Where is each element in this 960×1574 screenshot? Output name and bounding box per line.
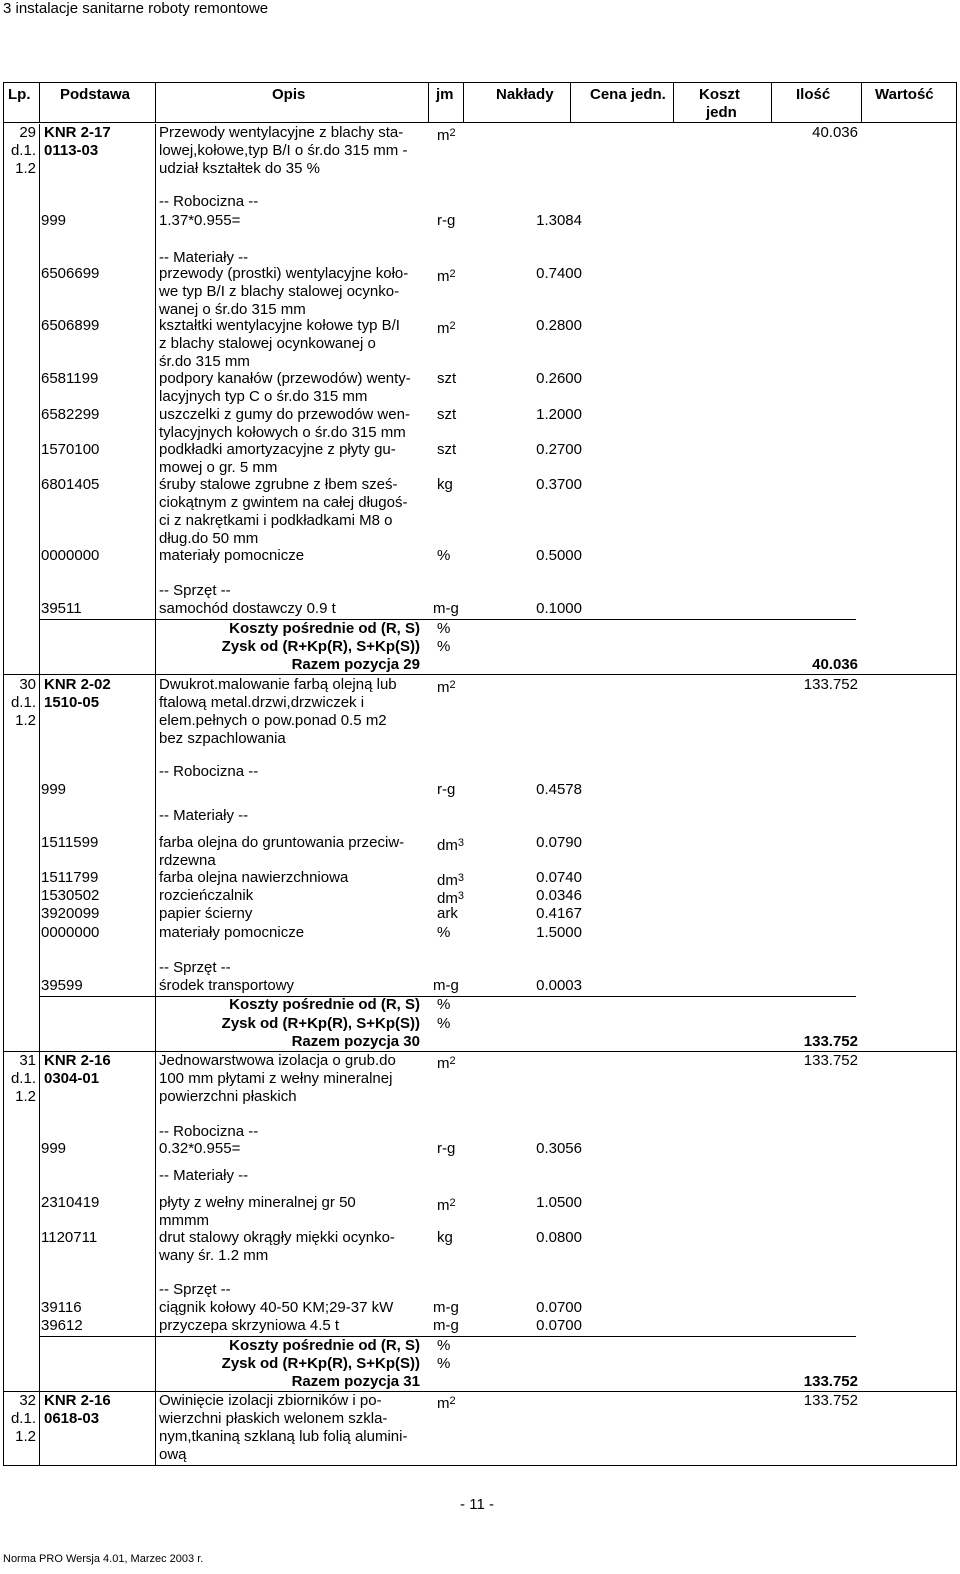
material-description: papier ścierny	[159, 905, 253, 922]
material-value: 1.0500	[536, 1194, 582, 1211]
material-code: 0000000	[41, 924, 100, 941]
header-divider	[463, 82, 464, 122]
profit-label: Zysk od (R+Kp(R), S+Kp(S))	[221, 1015, 420, 1032]
item-quantity: 133.752	[803, 1052, 858, 1069]
header-divider	[155, 82, 156, 122]
item-description: ftalową metal.drzwi,drzwiczek i	[159, 694, 365, 711]
column-header-koszt: Koszt	[699, 86, 740, 103]
material-description: rdzewna	[159, 852, 216, 869]
material-unit: kg	[437, 476, 453, 493]
material-value: 0.3700	[536, 476, 582, 493]
material-code: 6506699	[41, 265, 100, 282]
item-podstawa: 0304-01	[44, 1070, 100, 1087]
column-header-jm: jm	[436, 86, 454, 103]
equipment-unit: m-g	[433, 1299, 459, 1316]
item-lp: 31	[19, 1052, 36, 1069]
material-description: dług.do 50 mm	[159, 530, 259, 547]
page-number: - 11 -	[460, 1496, 494, 1513]
equipment-value: 0.0003	[536, 977, 582, 994]
material-description: materiały pomocnicze	[159, 924, 305, 941]
column-header-podstawa: Podstawa	[60, 86, 131, 103]
equipment-description: środek transportowy	[159, 977, 295, 994]
labor-unit: r-g	[437, 212, 456, 229]
profit-percent: %	[437, 638, 451, 655]
material-unit: $dm^3$	[437, 837, 464, 854]
material-unit: szt	[437, 406, 457, 423]
equipment-code: 39599	[41, 977, 83, 994]
position-total-label: Razem pozycja 29	[291, 656, 420, 673]
material-code: 1120711	[41, 1229, 98, 1246]
header-divider	[428, 82, 429, 122]
item-description: elem.pełnych o pow.ponad 0.5 m2	[159, 712, 387, 729]
item-lp: d.1.	[10, 1410, 36, 1427]
item-lp: 32	[19, 1392, 36, 1409]
item-description: Przewody wentylacyjne z blachy sta-	[159, 124, 404, 141]
item-podstawa: KNR 2-16	[44, 1392, 111, 1409]
position-total-quantity: 133.752	[803, 1033, 858, 1050]
material-description: kształtki wentylacyjne kołowe typ B/I	[159, 317, 400, 334]
material-description: tylacyjnych kołowych o śr.do 315 mm	[159, 424, 406, 441]
material-code: 1511799	[41, 869, 99, 886]
profit-label: Zysk od (R+Kp(R), S+Kp(S))	[221, 638, 420, 655]
labor-value: 0.3056	[536, 1140, 582, 1157]
header-divider	[39, 82, 40, 122]
materials-section-header: -- Materiały --	[159, 807, 249, 824]
material-code: 0000000	[41, 547, 100, 564]
material-value: 0.4167	[536, 905, 582, 922]
item-description: bez szpachlowania	[159, 730, 286, 747]
item-description: lowej,kołowe,typ B/I o śr.do 315 mm -	[159, 142, 408, 159]
equipment-section-header: -- Sprzęt --	[159, 582, 231, 599]
material-value: 0.0346	[536, 887, 582, 904]
labor-formula: 1.37*0.955=	[159, 212, 241, 229]
equipment-code: 39612	[41, 1317, 83, 1334]
item-description: Jednowarstwowa izolacja o grub.do	[159, 1052, 396, 1069]
equipment-description: przyczepa skrzyniowa 4.5 t	[159, 1317, 340, 1334]
table-header-top	[3, 82, 956, 83]
overhead-percent: %	[437, 996, 451, 1013]
column-header-naklady: Nakłady	[496, 86, 554, 103]
equipment-section-header: -- Sprzęt --	[159, 1281, 231, 1298]
material-value: 0.5000	[536, 547, 582, 564]
equipment-unit: m-g	[433, 1317, 459, 1334]
equipment-description: ciągnik kołowy 40-50 KM;29-37 kW	[159, 1299, 394, 1316]
material-description: wany śr. 1.2 mm	[159, 1247, 269, 1264]
overhead-label: Koszty pośrednie od (R, S)	[229, 996, 420, 1013]
material-value: 1.2000	[536, 406, 582, 423]
equipment-code: 39511	[41, 600, 82, 617]
material-description: śruby stalowe zgrubne z łbem sześ-	[159, 476, 398, 493]
item-podstawa: 1510-05	[44, 694, 100, 711]
item-unit: $m^2$	[437, 1395, 456, 1412]
table-left-border	[3, 82, 4, 1466]
column-header-opis: Opis	[272, 86, 306, 103]
labor-section-header: -- Robocizna --	[159, 1123, 259, 1140]
item-description: Dwukrot.malowanie farbą olejną lub	[159, 676, 397, 693]
table-header-bottom	[3, 122, 956, 123]
material-code: 6582299	[41, 406, 100, 423]
header-divider	[861, 82, 862, 122]
material-code: 3920099	[41, 905, 100, 922]
item-lp: 29	[19, 124, 36, 141]
equipment-unit: m-g	[433, 600, 459, 617]
material-value: 0.0800	[536, 1229, 582, 1246]
labor-unit: r-g	[437, 1140, 456, 1157]
material-unit: ark	[437, 905, 458, 922]
materials-section-header: -- Materiały --	[159, 249, 249, 266]
item-unit: $m^2$	[437, 127, 456, 144]
labor-code: 999	[41, 212, 67, 229]
labor-value: 1.3084	[536, 212, 582, 229]
material-code: 6581199	[41, 370, 99, 387]
material-code: 2310419	[41, 1194, 100, 1211]
equipment-value: 0.0700	[536, 1317, 582, 1334]
material-value: 1.5000	[536, 924, 582, 941]
equipment-section-header: -- Sprzęt --	[159, 959, 231, 976]
material-description: uszczelki z gumy do przewodów wen-	[159, 406, 410, 423]
equipment-value: 0.1000	[536, 600, 582, 617]
material-unit: $dm^3$	[437, 890, 464, 907]
material-description: rozcieńczalnik	[159, 887, 254, 904]
column-divider-podstawa	[155, 124, 156, 1466]
materials-section-header: -- Materiały --	[159, 1167, 249, 1184]
labor-section-header: -- Robocizna --	[159, 763, 259, 780]
software-footer: Norma PRO Wersja 4.01, Marzec 2003 r.	[3, 1553, 204, 1565]
item-description: ową	[159, 1446, 187, 1463]
material-description: wanej o śr.do 315 mm	[159, 301, 306, 318]
material-unit: szt	[437, 370, 457, 387]
overhead-label: Koszty pośrednie od (R, S)	[229, 620, 420, 637]
item-quantity: 133.752	[803, 1392, 858, 1409]
header-divider	[570, 82, 571, 122]
material-description: płyty z wełny mineralnej gr 50	[159, 1194, 356, 1211]
material-value: 0.2800	[536, 317, 582, 334]
item-podstawa: KNR 2-02	[44, 676, 111, 693]
header-divider	[673, 82, 674, 122]
item-lp: d.1.	[10, 694, 36, 711]
position-total-label: Razem pozycja 31	[291, 1373, 420, 1390]
labor-section-header: -- Robocizna --	[159, 193, 259, 210]
material-description: podkładki amortyzacyjne z płyty gu-	[159, 441, 396, 458]
material-value: 0.2600	[536, 370, 582, 387]
material-value: 0.2700	[536, 441, 582, 458]
item-lp: d.1.	[10, 1070, 36, 1087]
equipment-value: 0.0700	[536, 1299, 582, 1316]
overhead-percent: %	[437, 620, 451, 637]
material-description: mowej o gr. 5 mm	[159, 459, 278, 476]
material-description: podpory kanałów (przewodów) wenty-	[159, 370, 411, 387]
item-podstawa: 0113-03	[44, 142, 99, 159]
material-description: z blachy stalowej ocynkowanej o	[159, 335, 376, 352]
item-lp: 1.2	[15, 1088, 36, 1105]
column-header-wartosc: Wartość	[875, 86, 934, 103]
material-unit: $m^2$	[437, 1197, 456, 1214]
material-description: materiały pomocnicze	[159, 547, 305, 564]
labor-code: 999	[41, 781, 67, 798]
table-right-border	[956, 82, 957, 1466]
item-description: powierzchni płaskich	[159, 1088, 297, 1105]
item-quantity: 133.752	[803, 676, 858, 693]
item-description: udział kształtek do 35 %	[159, 160, 320, 177]
column-header-cena: Cena jedn.	[590, 86, 666, 103]
equipment-unit: m-g	[433, 977, 459, 994]
item-description: wierzchni płaskich welonem szkla-	[159, 1410, 388, 1427]
material-value: 0.0740	[536, 869, 582, 886]
material-unit: %	[437, 547, 451, 564]
material-code: 1530502	[41, 887, 100, 904]
item-unit: $m^2$	[437, 1055, 456, 1072]
profit-percent: %	[437, 1015, 451, 1032]
material-description: mmmm	[159, 1212, 209, 1229]
material-unit: szt	[437, 441, 457, 458]
material-description: śr.do 315 mm	[159, 353, 250, 370]
column-divider-lp	[39, 124, 40, 1466]
equipment-description: samochód dostawczy 0.9 t	[159, 600, 336, 617]
material-description: przewody (prostki) wentylacyjne koło-	[159, 265, 409, 282]
header-divider	[771, 82, 772, 122]
item-podstawa: KNR 2-16	[44, 1052, 111, 1069]
column-header-jedn: jedn	[706, 104, 737, 121]
material-unit: $m^2$	[437, 320, 456, 337]
material-description: ci z nakrętkami i podkładkami M8 o	[159, 512, 393, 529]
material-unit: kg	[437, 1229, 453, 1246]
material-description: ciokątnym z gwintem na całej długoś-	[159, 494, 408, 511]
labor-unit: r-g	[437, 781, 456, 798]
material-code: 6801405	[41, 476, 100, 493]
material-unit: $dm^3$	[437, 872, 464, 889]
material-description: farba olejna nawierzchniowa	[159, 869, 349, 886]
item-lp: 1.2	[15, 712, 36, 729]
material-description: farba olejna do gruntowania przeciw-	[159, 834, 405, 851]
material-value: 0.7400	[536, 265, 582, 282]
item-lp: 1.2	[15, 160, 36, 177]
labor-value: 0.4578	[536, 781, 582, 798]
labor-code: 999	[41, 1140, 67, 1157]
item-description: Owinięcie izolacji zbiorników i po-	[159, 1392, 382, 1409]
material-code: 6506899	[41, 317, 100, 334]
material-description: we typ B/I z blachy stalowej ocynko-	[159, 283, 400, 300]
overhead-label: Koszty pośrednie od (R, S)	[229, 1337, 420, 1354]
material-description: drut stalowy okrągły miękki ocynko-	[159, 1229, 395, 1246]
material-code: 1570100	[41, 441, 100, 458]
item-quantity: 40.036	[812, 124, 858, 141]
item-podstawa: 0618-03	[44, 1410, 100, 1427]
position-total-quantity: 40.036	[812, 656, 858, 673]
table-bottom-border	[3, 1465, 956, 1466]
item-lp: 30	[19, 676, 36, 693]
item-description: 100 mm płytami z wełny mineralnej	[159, 1070, 393, 1087]
item-lp: d.1.	[10, 142, 36, 159]
profit-label: Zysk od (R+Kp(R), S+Kp(S))	[221, 1355, 420, 1372]
item-lp: 1.2	[15, 1428, 36, 1445]
profit-percent: %	[437, 1355, 451, 1372]
material-description: lacyjnych typ C o śr.do 315 mm	[159, 388, 368, 405]
labor-formula: 0.32*0.955=	[159, 1140, 241, 1157]
position-total-quantity: 133.752	[803, 1373, 858, 1390]
material-unit: %	[437, 924, 451, 941]
item-podstawa: KNR 2-17	[44, 124, 111, 141]
column-header-ilosc: Ilość	[796, 86, 831, 103]
position-separator	[3, 674, 956, 675]
equipment-code: 39116	[41, 1299, 82, 1316]
document-title: 3 instalacje sanitarne roboty remontowe	[3, 0, 269, 17]
material-unit: $m^2$	[437, 268, 456, 285]
item-unit: $m^2$	[437, 679, 456, 696]
overhead-percent: %	[437, 1337, 451, 1354]
material-code: 1511599	[41, 834, 99, 851]
column-header-lp: Lp.	[8, 86, 31, 103]
position-total-label: Razem pozycja 30	[291, 1033, 420, 1050]
item-description: nym,tkaniną szklaną lub folią alumini-	[159, 1428, 408, 1445]
material-value: 0.0790	[536, 834, 582, 851]
